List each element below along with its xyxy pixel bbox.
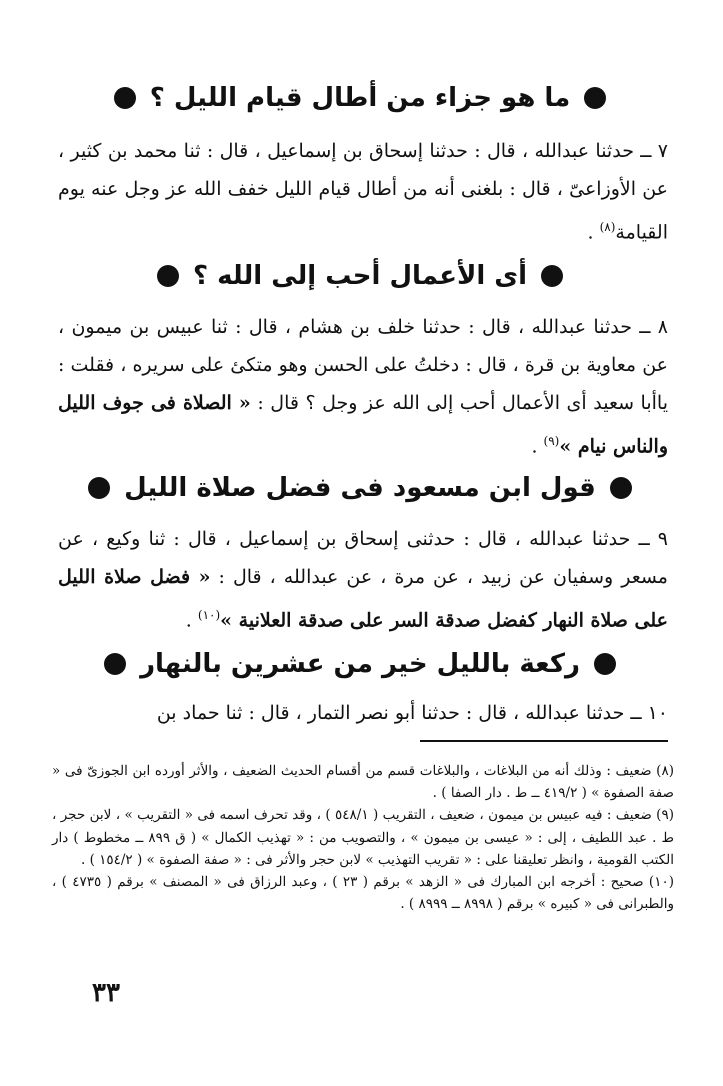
paragraph-9 — [58, 520, 668, 639]
bullet-icon — [584, 87, 606, 109]
footnotes — [52, 760, 674, 915]
paragraph-7 — [58, 132, 668, 251]
bullet-icon — [610, 477, 632, 499]
footnote-ref: (١٠) — [197, 608, 221, 622]
heading-text: ركعة بالليل خير من عشرين بالنهار — [140, 649, 580, 679]
paragraph-text: ٧ ــ حدثنا عبدالله ، قال : حدثنا إسحاق بن إسماعيل ، قال : ثنا محمد بن كثير ، عن الأوزاعىّ ، قال : بلغنى أنه من أطال قيام الليل خفف الله عز وجل عنه يوم القيامة — [58, 140, 668, 244]
paragraph-10 — [58, 694, 668, 732]
page-number: ٣٣ — [92, 978, 120, 1008]
heading-text: قول ابن مسعود فى فضل صلاة الليل — [124, 473, 596, 503]
paragraph-text: ٨ ــ حدثنا عبدالله ، قال : حدثنا خلف بن هشام ، قال : ثنا عبيس بن ميمون ، عن معاوية بن قرة ، قال : دخلتُ على الحسن وهو متكئ على سريره ، فقلت : ياأبا سعيد أى الأعمال أحب إلى الله عز وجل ؟ قال : — [58, 316, 668, 414]
bullet-icon — [114, 87, 136, 109]
paragraph-8 — [58, 308, 668, 465]
paragraph-text: ٩ ــ حدثنا عبدالله ، قال : حدثنى إسحاق بن إسماعيل ، قال : ثنا وكيع ، عن مسعر وسفيان عن زبيد ، عن مرة ، عن عبدالله ، قال : — [58, 528, 668, 588]
section-heading-3 — [60, 466, 660, 510]
bullet-icon — [541, 265, 563, 287]
footnote-9: (٩) ضعيف : فيه عبيس بن ميمون ، ضعيف ، التقريب ( ٥٤٨/١ ) ، وقد تحرف اسمه فى « التقريب » ، لابن حجر ، ط . عبد اللطيف ، إلى : « عيسى بن ميمون » ، والتصويب من : « تهذيب الكمال » ( ق ٨٩٩ ــ مخطوط ) دار الكتب القومية ، وانظر تعليقنا على : « تقريب التهذيب » لابن حجر والأثر فى : « صفة الصفوة » ( ١٥٤/٢ ) . — [52, 807, 674, 868]
heading-text: ما هو جزاء من أطال قيام الليل ؟ — [149, 83, 571, 113]
footnote-ref: (٨) — [599, 220, 616, 234]
quoted-text: « الصلاة فى جوف الليل والناس نيام » — [58, 392, 668, 458]
bullet-icon — [88, 477, 110, 499]
bullet-icon — [157, 265, 179, 287]
section-heading-1 — [60, 76, 660, 120]
paragraph-end: . — [587, 221, 600, 244]
quoted-text: « فضل صلاة الليل على صلاة النهار كفضل صدقة السر على صدقة العلانية » — [58, 566, 668, 632]
section-heading-4 — [60, 642, 660, 686]
bullet-icon — [104, 653, 126, 675]
paragraph-end: . — [531, 435, 544, 458]
section-heading-2 — [60, 254, 660, 298]
bullet-icon — [594, 653, 616, 675]
footnote-ref: (٩) — [543, 434, 560, 448]
footnote-10: (١٠) صحيح : أخرجه ابن المبارك فى « الزهد » برقم ( ٢٣ ) ، وعبد الرزاق فى « المصنف » برقم ( ٤٧٣٥ ) ، والطبرانى فى « كبيره » برقم ( ٨٩٩٨ ــ ٨٩٩٩ ) . — [52, 874, 674, 913]
footnote-8: (٨) ضعيف : وذلك أنه من البلاغات ، والبلاغات قسم من أقسام الحديث الضعيف ، والأثر أورده ابن الجوزىّ فى « صفة الصفوة » ( ٤١٩/٢ ــ ط . دار الصفا ) . — [52, 763, 674, 802]
heading-text: أى الأعمال أحب إلى الله ؟ — [192, 261, 528, 291]
paragraph-end: . — [185, 609, 198, 632]
footnote-divider — [420, 740, 668, 742]
paragraph-text: ١٠ ــ حدثنا عبدالله ، قال : حدثنا أبو نصر التمار ، قال : ثنا حماد بن — [156, 702, 668, 724]
